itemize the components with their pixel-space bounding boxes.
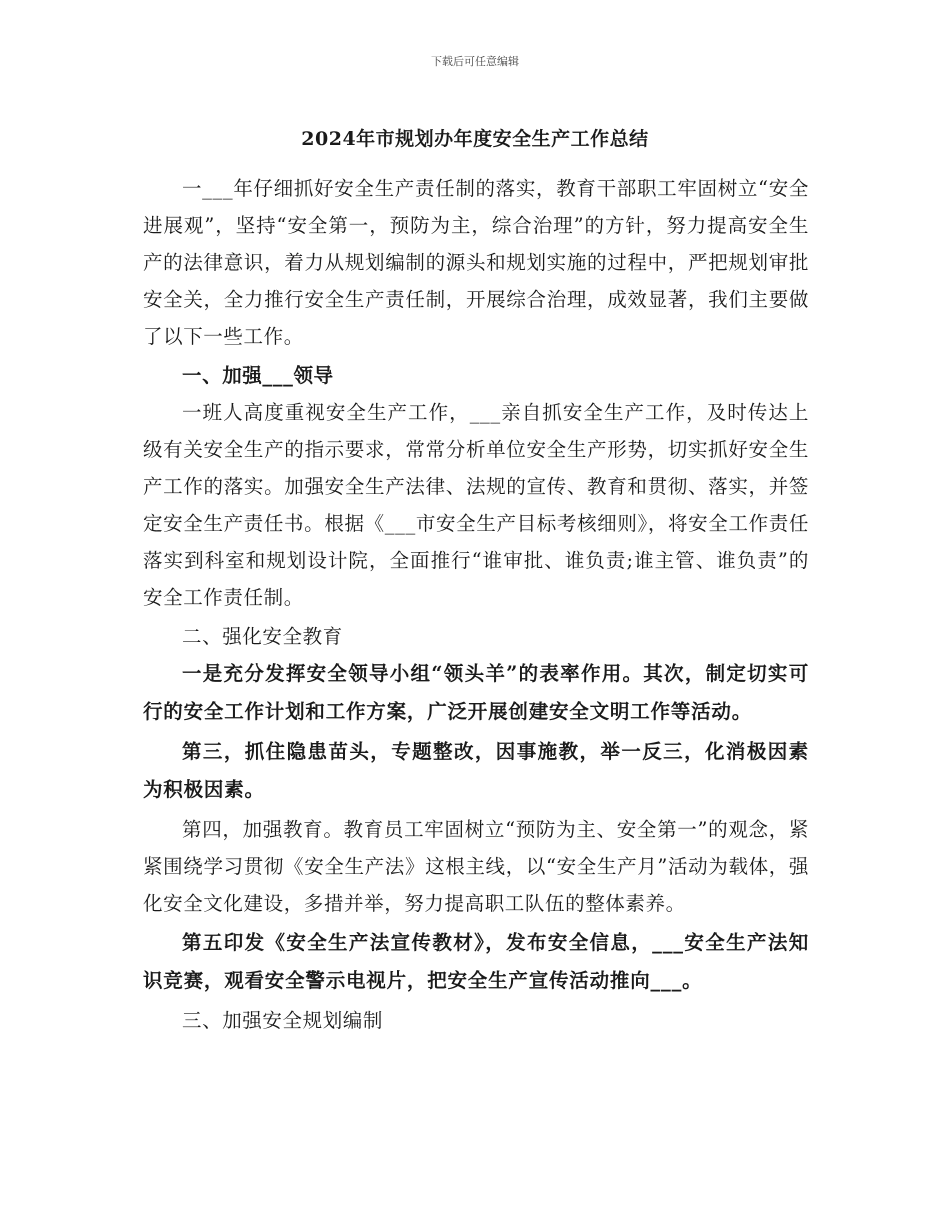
section-2-heading: 二、强化安全教育	[182, 625, 343, 648]
section-2-paragraph-1: 一是充分发挥安全领导小组“领头羊”的表率作用。其次，制定切实可行的安全工作计划和工作方案，广泛开展创建安全文明工作等活动。	[143, 662, 809, 723]
section-1-heading: 一、加强___领导	[182, 364, 334, 387]
section-2-paragraph-3: 第四，加强教育。教育员工牢固树立“预防为主、安全第一”的观念，紧紧围绕学习贯彻《安全生产法》这根主线，以“安全生产月”活动为载体，强化安全文化建设，多措并举，努力提高职工队伍的整体素养。	[143, 818, 809, 915]
document-title: 2024年市规划办年度安全生产工作总结	[301, 128, 649, 150]
section-2-paragraph-4: 第五印发《安全生产法宣传教材》，发布安全信息，___安全生产法知识竞赛，观看安全警示电视片，把安全生产宣传活动推向___。	[143, 931, 809, 992]
section-3-heading: 三、加强安全规划编制	[182, 1009, 384, 1032]
document-body	[143, 170, 809, 1039]
section-2-paragraph-2: 第三，抓住隐患苗头，专题整改，因事施教，举一反三，化消极因素为积极因素。	[143, 740, 809, 801]
header-note: 下载后可任意编辑	[431, 55, 519, 68]
section-1-paragraph: 一班人高度重视安全生产工作，___亲自抓安全生产工作，及时传达上级有关安全生产的指示要求，常常分析单位安全生产形势，切实抓好安全生产工作的落实。加强安全生产法律、法规的宣传、教育和贯彻、落实，并签定安全生产责任书。根据《___市安全生产目标考核细则》，将安全工作责任落实到科室和规划设计院，全面推行“谁审批、谁负责;谁主管、谁负责”的安全工作责任制。	[143, 401, 809, 609]
intro-paragraph: 一___年仔细抓好安全生产责任制的落实，教育干部职工牢固树立“安全进展观”，坚持“安全第一，预防为主，综合治理”的方针，努力提高安全生产的法律意识，着力从规划编制的源头和规划实施的过程中，严把规划审批安全关，全力推行安全生产责任制，开展综合治理，成效显著，我们主要做了以下一些工作。	[143, 177, 809, 348]
